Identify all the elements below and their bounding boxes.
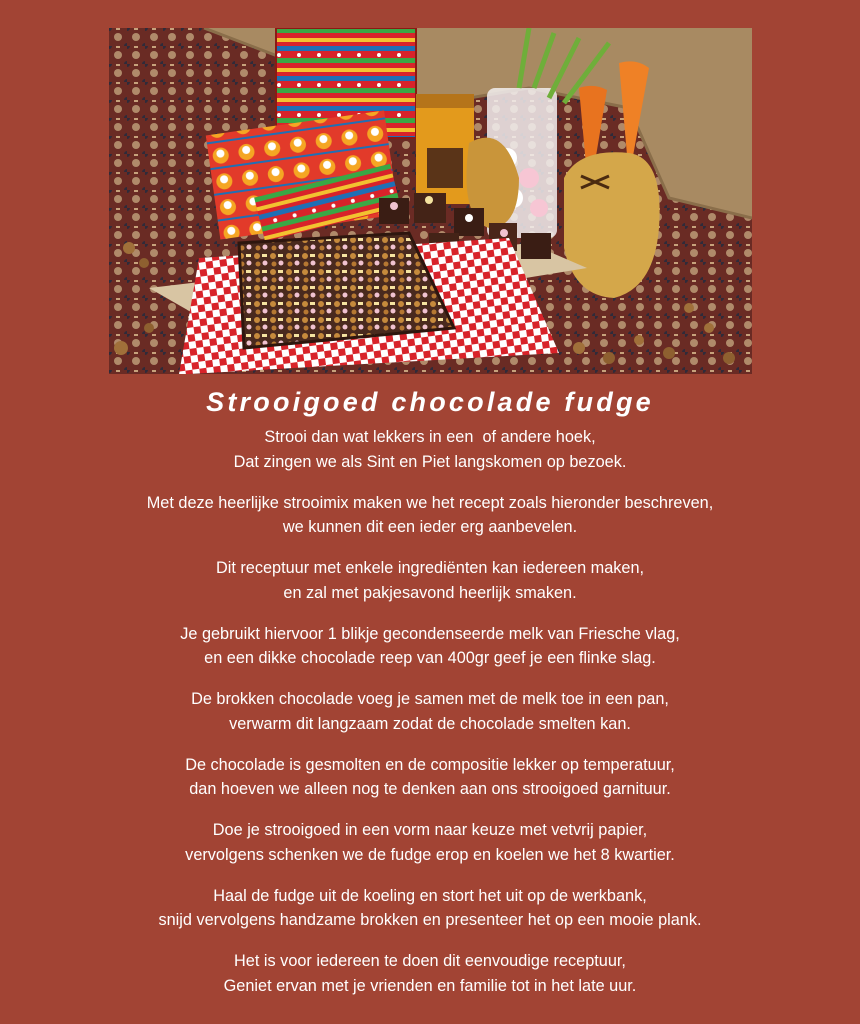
poem-line: Doe je strooigoed in een vorm naar keuze met vetvrij papier, bbox=[212, 821, 648, 839]
recipe-photo bbox=[109, 28, 752, 374]
poem-line: Het is voor iedereen te doen dit eenvoudige receptuur, bbox=[234, 952, 626, 970]
recipe-photo-illustration bbox=[109, 28, 752, 374]
poem-line: we kunnen dit een ieder erg aanbevelen. bbox=[282, 518, 578, 537]
poem-line: Strooi dan wat lekkers in een of andere hoek, bbox=[264, 428, 596, 446]
poem-line: vervolgens schenken we de fudge erop en koelen we het 8 kwartier. bbox=[185, 845, 675, 864]
poem-line: verwarm dit langzaam zodat de chocolade smelten kan. bbox=[229, 714, 631, 733]
poem-stanza bbox=[0, 556, 860, 606]
poem-stanza bbox=[0, 818, 860, 868]
poem-line: dan hoeven we alleen nog te denken aan ons strooigoed garnituur. bbox=[189, 780, 671, 799]
poem-line: Haal de fudge uit de koeling en stort het uit op de werkbank, bbox=[213, 886, 647, 905]
poem-line: Dit receptuur met enkele ingrediënten kan iedereen maken, bbox=[215, 559, 645, 577]
poem-line: en een dikke chocolade reep van 400gr geef je een flinke slag. bbox=[204, 649, 656, 668]
poem-line: De brokken chocolade voeg je samen met de melk toe in een pan, bbox=[191, 690, 669, 708]
poem-line: en zal met pakjesavond heerlijk smaken. bbox=[283, 583, 577, 602]
poem-line: Met deze heerlijke strooimix maken we het recept zoals hieronder beschreven, bbox=[146, 493, 714, 512]
poem-stanza bbox=[0, 949, 860, 999]
poem-line: Je gebruikt hiervoor 1 blikje gecondenseerde melk van Friesche vlag, bbox=[180, 624, 680, 643]
poem-line: De chocolade is gesmolten en de compositie lekker op temperatuur, bbox=[185, 755, 675, 774]
poem-stanza bbox=[0, 491, 860, 541]
poem-stanza bbox=[0, 753, 860, 803]
poem-stanza bbox=[0, 884, 860, 934]
poem-line: snijd vervolgens handzame brokken en presenteer het op een mooie plank. bbox=[158, 911, 702, 930]
recipe-title: Strooigoed chocolade fudge bbox=[206, 387, 654, 417]
recipe-poem bbox=[0, 425, 860, 1015]
poem-stanza bbox=[0, 687, 860, 737]
poem-stanza bbox=[0, 622, 860, 672]
poem-stanza bbox=[0, 425, 860, 475]
poem-line: Dat zingen we als Sint en Piet langskomen op bezoek. bbox=[233, 452, 627, 471]
poem-line: Geniet ervan met je vrienden en familie tot in het late uur. bbox=[223, 976, 637, 995]
